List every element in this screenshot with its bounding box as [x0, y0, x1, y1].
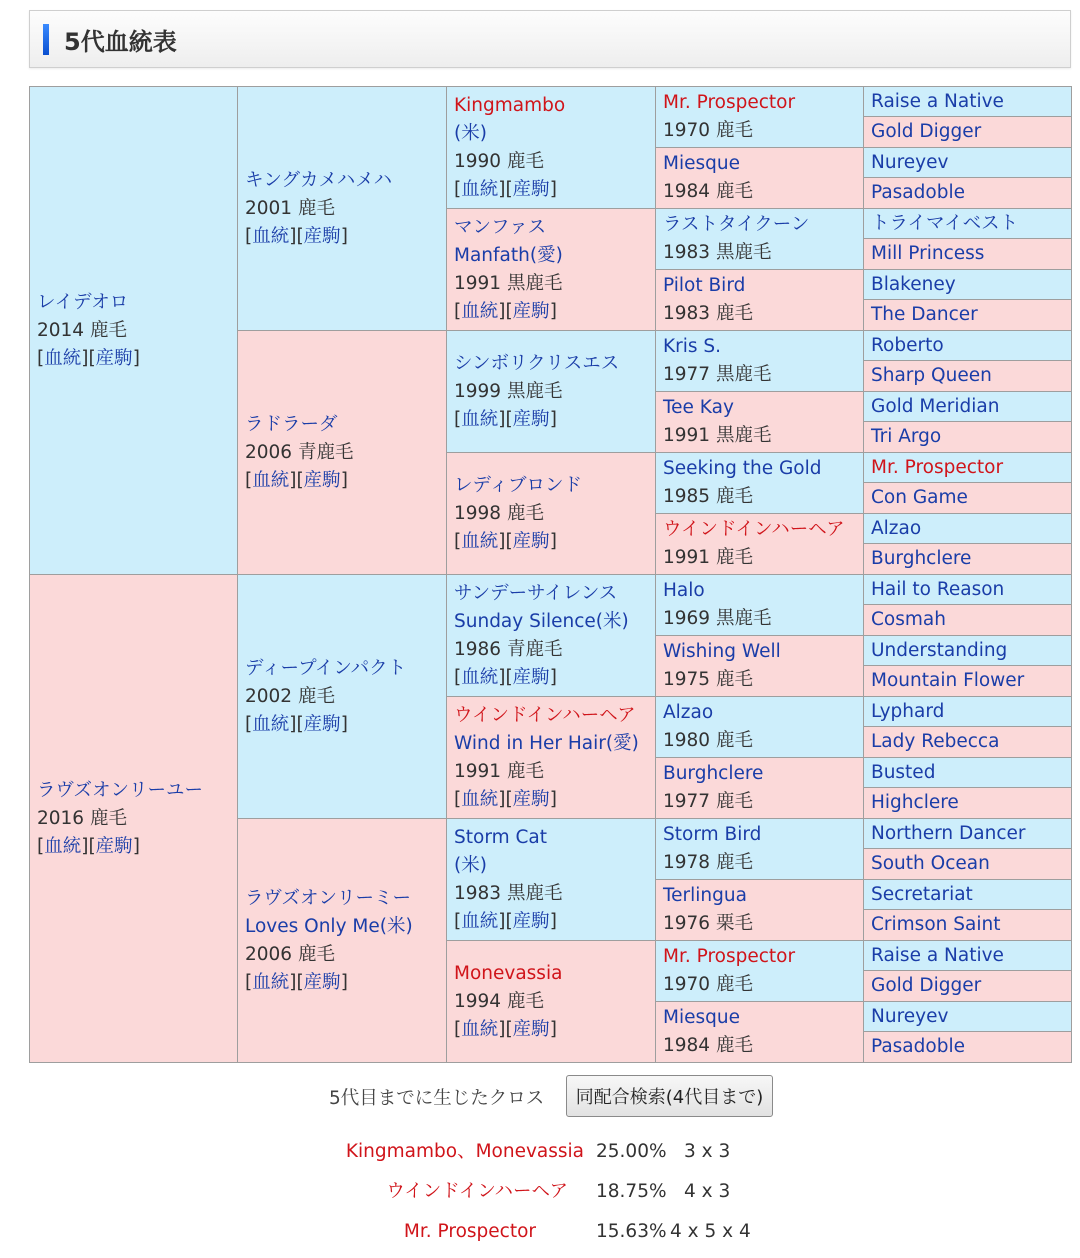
pedigree-cell-ssdd	[656, 270, 864, 331]
pedigree-cell-gen5	[864, 758, 1072, 788]
horse-country-name: Loves Only Me(米)	[245, 915, 413, 937]
pedigree-link[interactable]: 血統	[461, 300, 499, 322]
horse-name-link[interactable]: Mr. Prospector	[663, 91, 796, 113]
horse-name-link[interactable]: South Ocean	[871, 853, 990, 874]
pedigree-cell-gen5	[864, 1032, 1072, 1063]
pedigree-link[interactable]: 血統	[252, 971, 290, 993]
pedigree-cell-gen5	[864, 941, 1072, 971]
horse-name-link[interactable]: レディブロンド	[454, 474, 583, 496]
horse-birth-color: 1980 鹿毛	[663, 730, 753, 751]
pedigree-cell-ddds	[656, 941, 864, 1002]
pedigree-cell-gen5	[864, 209, 1072, 239]
progeny-link[interactable]: 産駒	[512, 408, 550, 430]
pedigree-cell-dsd	[447, 697, 656, 819]
horse-name-link[interactable]: Crimson Saint	[871, 914, 1001, 935]
horse-name-link[interactable]: Pasadoble	[871, 1036, 965, 1057]
horse-name-link[interactable]: Raise a Native	[871, 90, 1004, 112]
horse-name-link[interactable]: Burghclere	[871, 548, 972, 569]
cross-name[interactable]: ウインドインハーヘア	[386, 1181, 568, 1202]
pedigree-cell-gen5	[864, 544, 1072, 575]
pedigree-link[interactable]: 血統	[461, 530, 499, 552]
horse-name-link[interactable]: Halo	[663, 579, 705, 601]
horse-birth-color: 2001 鹿毛	[245, 197, 335, 219]
horse-name-link[interactable]: Alzao	[663, 701, 714, 723]
pedigree-link[interactable]: 血統	[252, 713, 290, 735]
pedigree-row	[30, 575, 1072, 605]
horse-birth-color: 1970 鹿毛	[663, 974, 753, 995]
horse-name-link[interactable]: Con Game	[871, 487, 968, 508]
pedigree-cell-ddd	[447, 941, 656, 1063]
horse-name-link[interactable]: Mr. Prospector	[663, 945, 796, 967]
horse-name-link[interactable]: ウインドインハーヘア	[454, 704, 636, 726]
pedigree-cell-gen5	[864, 697, 1072, 727]
horse-links: [血統][産駒]	[245, 469, 348, 491]
cross-section-title: 5代目までに生じたクロス	[329, 1088, 545, 1109]
progeny-link[interactable]: 産駒	[512, 666, 550, 688]
pedigree-cell-gen5	[864, 270, 1072, 300]
horse-name-link[interactable]: Cosmah	[871, 609, 946, 630]
horse-birth-color: 1975 鹿毛	[663, 669, 753, 690]
horse-birth-color: 1984 鹿毛	[663, 181, 753, 202]
pedigree-cell-gen5	[864, 178, 1072, 209]
pedigree-cell-gen5	[864, 788, 1072, 819]
horse-birth-color: 1994 鹿毛	[454, 990, 544, 1012]
pedigree-link[interactable]: 血統	[252, 469, 290, 491]
pedigree-table	[29, 86, 1072, 1063]
pedigree-cell-gen5	[864, 971, 1072, 1002]
pedigree-cell-gen5	[864, 453, 1072, 483]
horse-links: [血統][産駒]	[454, 910, 557, 932]
pedigree-cell-gen5	[864, 361, 1072, 392]
cross-name[interactable]: Mr. Prospector	[403, 1221, 536, 1242]
horse-links: [血統][産駒]	[454, 788, 557, 810]
cross-generation: 4 x 5 x 4	[670, 1221, 751, 1242]
horse-name-link[interactable]: Secretariat	[871, 883, 973, 905]
progeny-link[interactable]: 産駒	[512, 788, 550, 810]
horse-name-link[interactable]: Hail to Reason	[871, 578, 1005, 600]
pedigree-cell-gen5	[864, 422, 1072, 453]
horse-birth-color: 1983 黒鹿毛	[663, 242, 772, 263]
horse-links: [血統][産駒]	[454, 408, 557, 430]
horse-name-link[interactable]: シンボリクリスエス	[454, 352, 620, 374]
pedigree-cell-ds	[238, 575, 447, 819]
pedigree-cell-gen5	[864, 300, 1072, 331]
pedigree-link[interactable]: 血統	[44, 835, 82, 857]
pedigree-cell-ssss	[656, 87, 864, 148]
pedigree-cell-sdss	[656, 331, 864, 392]
horse-birth-color: 1978 鹿毛	[663, 852, 753, 873]
progeny-link[interactable]: 産駒	[303, 469, 341, 491]
horse-birth-color: 2016 鹿毛	[37, 807, 127, 829]
horse-name-link[interactable]: ウインドインハーヘア	[663, 518, 845, 540]
horse-birth-color: 1999 黒鹿毛	[454, 380, 563, 402]
horse-name-link[interactable]: レイデオロ	[37, 291, 129, 313]
horse-name-link[interactable]: サンデーサイレンス	[454, 582, 618, 604]
horse-links: [血統][産駒]	[37, 347, 140, 369]
horse-name-link[interactable]: Mill Princess	[871, 243, 985, 264]
pedigree-cell-gen5	[864, 666, 1072, 697]
horse-country-name: (米)	[454, 854, 487, 876]
pedigree-cell-gen5	[864, 605, 1072, 636]
horse-birth-color: 1986 青鹿毛	[454, 638, 563, 660]
horse-name-link[interactable]: Nureyev	[871, 1005, 949, 1027]
horse-birth-color: 1991 黒鹿毛	[663, 425, 772, 446]
horse-birth-color: 1985 鹿毛	[663, 486, 753, 507]
progeny-link[interactable]: 産駒	[95, 835, 133, 857]
pedigree-cell-gen5	[864, 1002, 1072, 1032]
horse-name-link[interactable]: Kingmambo	[454, 94, 566, 116]
horse-birth-color: 1969 黒鹿毛	[663, 608, 772, 629]
horse-name-link[interactable]: Roberto	[871, 334, 944, 356]
progeny-link[interactable]: 産駒	[303, 971, 341, 993]
horse-birth-color: 1983 鹿毛	[663, 303, 753, 324]
horse-links: [血統][産駒]	[454, 300, 557, 322]
horse-birth-color: 2002 鹿毛	[245, 685, 335, 707]
pedigree-link[interactable]: 血統	[461, 666, 499, 688]
horse-links: [血統][産駒]	[245, 971, 348, 993]
cross-percent: 25.00%	[596, 1141, 667, 1162]
pedigree-cell-sss	[447, 87, 656, 209]
horse-birth-color: 1998 鹿毛	[454, 502, 544, 524]
progeny-link[interactable]: 産駒	[512, 530, 550, 552]
horse-birth-color: 1984 鹿毛	[663, 1035, 753, 1056]
pedigree-cell-gen5	[864, 819, 1072, 849]
horse-name-link[interactable]: Gold Meridian	[871, 395, 1000, 417]
horse-name-link[interactable]: Pasadoble	[871, 182, 965, 203]
horse-name-link[interactable]: Miesque	[663, 1006, 740, 1028]
horse-name-link[interactable]: ラドラーダ	[245, 413, 338, 435]
pedigree-cell-dddd	[656, 1002, 864, 1063]
progeny-link[interactable]: 産駒	[303, 713, 341, 735]
horse-name-link[interactable]: Miesque	[663, 152, 740, 174]
horse-birth-color: 1970 鹿毛	[663, 120, 753, 141]
pedigree-cell-sd	[238, 331, 447, 575]
cross-percent: 15.63%	[596, 1221, 667, 1242]
horse-name-link[interactable]: Storm Cat	[454, 826, 548, 848]
cross-name[interactable]: Kingmambo、Monevassia	[345, 1141, 584, 1162]
horse-name-link[interactable]: トライマイベスト	[871, 212, 1019, 234]
cross-generation: 3 x 3	[684, 1141, 731, 1162]
horse-name-link[interactable]: ディープインパクト	[245, 657, 407, 679]
pedigree-cell-gen5	[864, 331, 1072, 361]
horse-name-link[interactable]: Mr. Prospector	[871, 456, 1004, 478]
pedigree-cell-ddsd	[656, 880, 864, 941]
pedigree-cell-ssds	[656, 209, 864, 270]
horse-birth-color: 1983 黒鹿毛	[454, 882, 563, 904]
pedigree-cell-ssd	[447, 209, 656, 331]
horse-name-link[interactable]: Monevassia	[454, 962, 563, 984]
horse-name-link[interactable]: Gold Digger	[871, 121, 982, 142]
horse-name-link[interactable]: Understanding	[871, 639, 1008, 661]
horse-links: [血統][産駒]	[245, 713, 348, 735]
pedigree-cell-ddss	[656, 819, 864, 880]
pedigree-cell-dss	[447, 575, 656, 697]
pedigree-cell-dsds	[656, 697, 864, 758]
pedigree-cell-gen5	[864, 392, 1072, 422]
pedigree-row	[30, 87, 1072, 117]
horse-links: [血統][産駒]	[454, 178, 557, 200]
horse-name-link[interactable]: Nureyev	[871, 151, 949, 173]
pedigree-cell-gen5	[864, 575, 1072, 605]
horse-name-link[interactable]: Mountain Flower	[871, 670, 1025, 691]
cross-percent: 18.75%	[596, 1181, 667, 1202]
horse-name-link[interactable]: Pilot Bird	[663, 274, 746, 296]
header-accent-bar	[43, 24, 49, 55]
horse-country-name: Wind in Her Hair(愛)	[454, 732, 639, 754]
pedigree-link[interactable]: 血統	[461, 178, 499, 200]
pedigree-cell-gen5	[864, 727, 1072, 758]
pedigree-cell-gen5	[864, 849, 1072, 880]
pedigree-link[interactable]: 血統	[461, 910, 499, 932]
section-header	[29, 10, 1071, 68]
pedigree-cell-dds	[447, 819, 656, 941]
progeny-link[interactable]: 産駒	[303, 225, 341, 247]
pedigree-link[interactable]: 血統	[461, 408, 499, 430]
pedigree-cell-sdd	[447, 453, 656, 575]
horse-name-link[interactable]: マンファス	[454, 216, 547, 238]
pedigree-cell-ss	[238, 87, 447, 331]
horse-links: [血統][産駒]	[454, 666, 557, 688]
horse-name-link[interactable]: Lyphard	[871, 700, 945, 722]
pedigree-cell-sdsd	[656, 392, 864, 453]
pedigree-cell-dssd	[656, 636, 864, 697]
progeny-link[interactable]: 産駒	[512, 1018, 550, 1040]
pedigree-link[interactable]: 血統	[461, 788, 499, 810]
pedigree-link[interactable]: 血統	[44, 347, 82, 369]
horse-name-link[interactable]: Sharp Queen	[871, 365, 992, 386]
horse-name-link[interactable]: Busted	[871, 761, 936, 783]
horse-name-link[interactable]: The Dancer	[871, 304, 978, 325]
horse-country-name: (米)	[454, 122, 487, 144]
same-cross-search-button[interactable]: 同配合検索(4代目まで)	[566, 1075, 773, 1117]
pedigree-cell-sds	[447, 331, 656, 453]
pedigree-cell-gen5	[864, 514, 1072, 544]
cross-generation: 4 x 3	[684, 1181, 731, 1202]
horse-birth-color: 1990 鹿毛	[454, 150, 544, 172]
horse-birth-color: 2014 鹿毛	[37, 319, 127, 341]
pedigree-cell-dsdd	[656, 758, 864, 819]
horse-name-link[interactable]: Gold Digger	[871, 975, 982, 996]
pedigree-link[interactable]: 血統	[252, 225, 290, 247]
pedigree-cell-dd	[238, 819, 447, 1063]
pedigree-cell-gen5	[864, 880, 1072, 910]
horse-birth-color: 1977 鹿毛	[663, 791, 753, 812]
horse-name-link[interactable]: ラストタイクーン	[663, 213, 810, 235]
pedigree-cell-gen5	[864, 87, 1072, 117]
horse-name-link[interactable]: Northern Dancer	[871, 822, 1026, 844]
horse-birth-color: 2006 青鹿毛	[245, 441, 354, 463]
pedigree-cell-dsss	[656, 575, 864, 636]
horse-name-link[interactable]: キングカメハメハ	[245, 169, 393, 191]
horse-name-link[interactable]: Blakeney	[871, 273, 956, 295]
page-title: 5代血統表	[64, 28, 177, 56]
pedigree-cell-gen5	[864, 117, 1072, 148]
horse-links: [血統][産駒]	[454, 530, 557, 552]
horse-name-link[interactable]: Lady Rebecca	[871, 731, 1000, 752]
pedigree-cell-sddd	[656, 514, 864, 575]
pedigree-cell-sdds	[656, 453, 864, 514]
horse-name-link[interactable]: Raise a Native	[871, 944, 1004, 966]
horse-birth-color: 1991 黒鹿毛	[454, 272, 563, 294]
horse-name-link[interactable]: Alzao	[871, 517, 922, 539]
progeny-link[interactable]: 産駒	[512, 910, 550, 932]
horse-name-link[interactable]: ラヴズオンリーユー	[37, 779, 203, 801]
pedigree-cell-gen5	[864, 239, 1072, 270]
pedigree-cell-gen5	[864, 483, 1072, 514]
pedigree-link[interactable]: 血統	[461, 1018, 499, 1040]
horse-birth-color: 1991 鹿毛	[454, 760, 544, 782]
progeny-link[interactable]: 産駒	[512, 300, 550, 322]
horse-name-link[interactable]: Burghclere	[663, 762, 764, 784]
horse-country-name: Sunday Silence(米)	[454, 610, 629, 632]
pedigree-cell-gen5	[864, 636, 1072, 666]
horse-links: [血統][産駒]	[454, 1018, 557, 1040]
horse-name-link[interactable]: ラヴズオンリーミー	[245, 887, 411, 909]
horse-name-link[interactable]: Tee Kay	[663, 396, 734, 418]
horse-name-link[interactable]: Seeking the Gold	[663, 457, 822, 479]
horse-birth-color: 1976 栗毛	[663, 913, 753, 934]
pedigree-cell-sssd	[656, 148, 864, 209]
horse-links: [血統][産駒]	[245, 225, 348, 247]
horse-name-link[interactable]: Storm Bird	[663, 823, 762, 845]
horse-name-link[interactable]: Kris S.	[663, 335, 722, 357]
horse-birth-color: 1977 黒鹿毛	[663, 364, 772, 385]
pedigree-cell-gen5	[864, 148, 1072, 178]
horse-name-link[interactable]: Tri Argo	[871, 426, 942, 447]
horse-links: [血統][産駒]	[37, 835, 140, 857]
horse-birth-color: 2006 鹿毛	[245, 943, 335, 965]
progeny-link[interactable]: 産駒	[512, 178, 550, 200]
progeny-link[interactable]: 産駒	[95, 347, 133, 369]
pedigree-cell-s	[30, 87, 238, 575]
pedigree-cell-gen5	[864, 910, 1072, 941]
horse-name-link[interactable]: Highclere	[871, 792, 959, 813]
horse-birth-color: 1991 鹿毛	[663, 547, 753, 568]
horse-country-name: Manfath(愛)	[454, 244, 563, 266]
pedigree-cell-d	[30, 575, 238, 1063]
horse-name-link[interactable]: Wishing Well	[663, 640, 781, 662]
horse-name-link[interactable]: Terlingua	[663, 884, 747, 906]
